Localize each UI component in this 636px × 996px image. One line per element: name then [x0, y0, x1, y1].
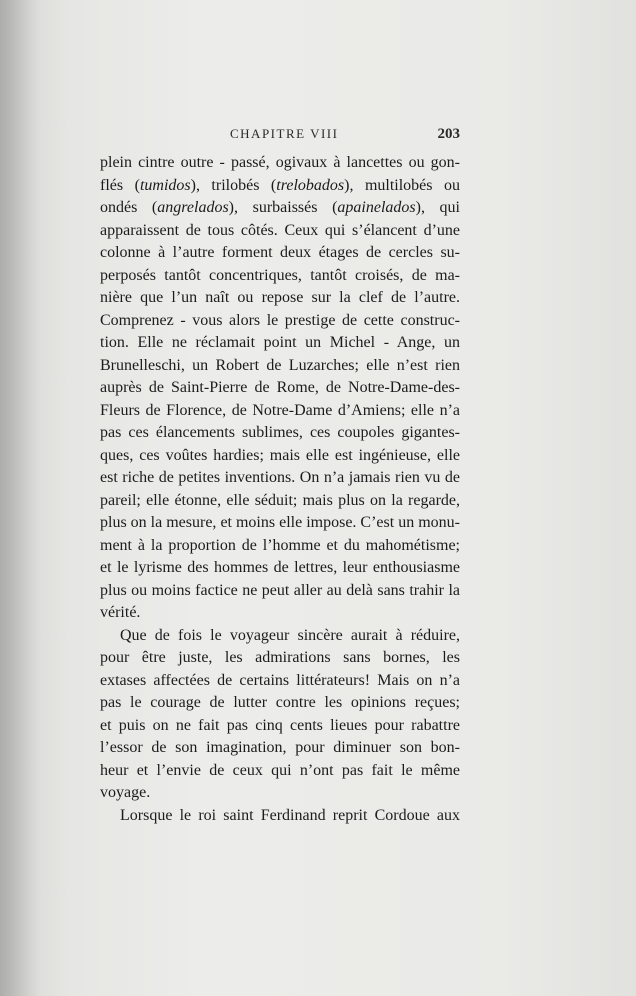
text-line: tion. Elle ne réclamait point un Michel - Ange, un: [100, 334, 460, 351]
text-line: l’essor de son imagination, pour diminuer son bon-: [100, 739, 460, 756]
text-line: et le lyrisme des hommes de lettres, leur enthousiasme: [100, 559, 460, 576]
text-line: Brunelleschi, un Robert de Luzarches; elle n’est rien: [100, 356, 460, 374]
text-line: heur et l’envie de ceux qui n’ont pas fait le même: [100, 761, 460, 779]
text-line: pour être juste, les admirations sans bornes, les: [100, 649, 460, 666]
text-line: plein cintre outre - passé, ogivaux à lancettes ou gon-: [100, 154, 460, 171]
text-line: et puis on ne fait pas cinq cents lieues pour rabattre: [100, 716, 460, 734]
text-line: pas ces élancements sublimes, ces coupoles gigantes-: [100, 424, 460, 441]
running-head: [100, 126, 460, 150]
text-line: ment à la proportion de l’homme et du mahométisme;: [100, 536, 460, 554]
text-line: auprès de Saint-Pierre de Rome, de Notre-Dame-des-: [100, 379, 460, 396]
page-number: 203: [437, 126, 460, 142]
text-line-with-italics: flés (tumidos), trilobés (trelobados), multilobés ou: [100, 176, 461, 194]
text-line: apparaissent de tous côtés. Ceux qui s’élancent d’une: [100, 221, 460, 239]
text-line: plus on la mesure, et moins elle impose. C’est un monu-: [100, 514, 460, 531]
italic-term: tumidos: [139, 176, 191, 194]
text-line: plus ou moins factice ne peut aller au delà sans trahir la: [100, 581, 460, 599]
text-line: colonne à l’autre forment deux étages de cercles su-: [100, 244, 460, 261]
italic-term: trelobados: [276, 176, 345, 194]
text-line: vérité.: [100, 604, 141, 621]
text-line: Lorsque le roi saint Ferdinand reprit Cordoue aux: [120, 806, 460, 824]
text-line: voyage.: [100, 784, 151, 801]
text-line-with-italics: ondés (angrelados), surbaissés (apainelados), qui: [100, 199, 460, 216]
text-line: pareil; elle étonne, elle séduit; mais plus on la regarde,: [100, 491, 460, 509]
text-line: nière que l’un naît ou repose sur la clef de l’autre.: [100, 289, 460, 306]
text-line: pas le courage de lutter contre les opinions reçues;: [100, 694, 460, 711]
text-line: Fleurs de Florence, de Notre-Dame d’Amiens; elle n’a: [100, 401, 460, 419]
text-line: extases affectées de certains littérateurs! Mais on n’a: [100, 671, 460, 689]
text-line: Que de fois le voyageur sincère aurait à réduire,: [120, 626, 460, 644]
binding-gutter-shadow: [0, 0, 40, 996]
body-text: [100, 152, 460, 827]
italic-term: angrelados: [157, 199, 229, 216]
text-line: ques, ces voûtes hardies; mais elle est ingénieuse, elle: [100, 446, 460, 464]
text-line: perposés tantôt concentriques, tantôt croisés, de ma-: [100, 266, 460, 284]
text-line: est riche de petites inventions. On n’a jamais rien vu de: [100, 469, 460, 486]
text-line: Comprenez - vous alors le prestige de cette construc-: [100, 311, 460, 329]
running-title: CHAPITRE VIII: [230, 126, 339, 141]
italic-term: apainelados: [337, 199, 416, 216]
